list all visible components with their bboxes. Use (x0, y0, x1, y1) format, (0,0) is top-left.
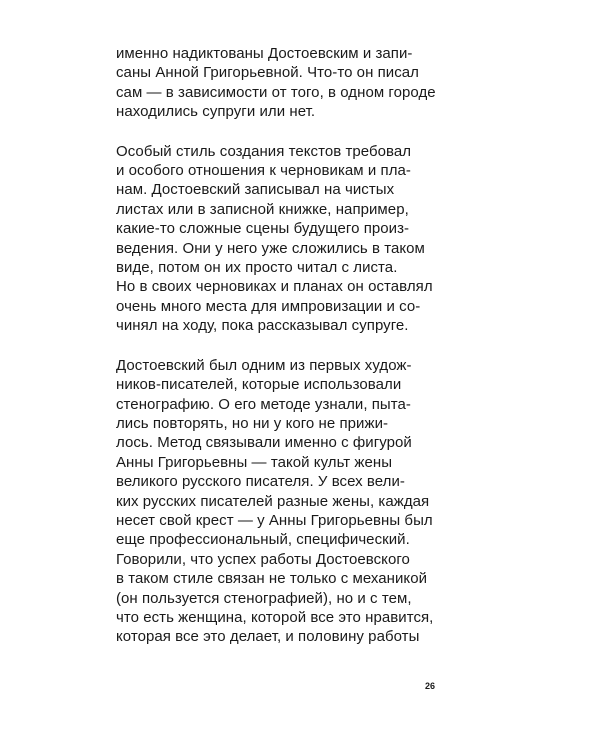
body-text (116, 44, 456, 647)
text-line: нам. Достоевский записывал на чистых (116, 181, 395, 199)
text-line: ких русских писателей разные жены, каждая (116, 492, 430, 510)
paragraph-1 (116, 44, 456, 122)
text-line: чинял на ходу, пока рассказывал супруге. (116, 317, 409, 335)
text-line: и особого отношения к черновикам и пла- (116, 162, 411, 180)
text-line: виде, потом он их просто читал с листа. (116, 259, 398, 277)
text-line: несет свой крест — у Анны Григорьевны был (116, 511, 433, 529)
text-line: очень много места для импровизации и со- (116, 297, 421, 315)
text-line: (он пользуется стенографией), но и с тем, (116, 589, 412, 607)
text-line: какие-то сложные сцены будущего произ- (116, 220, 410, 238)
text-line: Анны Григорьевны — такой культ жены (116, 453, 393, 471)
paragraph-2 (116, 142, 456, 336)
text-line: стенографию. О его методе узнали, пыта- (116, 395, 411, 413)
text-line: листах или в записной книжке, например, (116, 200, 409, 218)
text-line: в таком стиле связан не только с механикой (116, 570, 428, 588)
text-line: находились супруги или нет. (116, 103, 316, 121)
text-line: еще профессиональный, специфический. (116, 531, 410, 549)
text-line: ников-писателей, которые использовали (116, 376, 402, 394)
page-number: 26 (424, 681, 435, 691)
paragraph-3 (116, 356, 456, 647)
text-line: Особый стиль создания текстов требовал (116, 142, 412, 160)
text-line: лось. Метод связывали именно с фигурой (116, 434, 412, 452)
text-line: Достоевский был одним из первых худож- (116, 356, 412, 374)
text-line: сам — в зависимости от того, в одном городе (116, 83, 436, 101)
text-line: что есть женщина, которой все это нравится, (116, 608, 434, 626)
text-line: именно надиктованы Достоевским и запи- (116, 45, 413, 62)
text-line: Говорили, что успех работы Достоевского (116, 550, 410, 568)
text-line: ведения. Они у него уже сложились в таком (116, 239, 425, 257)
text-line: лись повторять, но ни у кого не прижи- (116, 414, 389, 432)
text-line: великого русского писателя. У всех вели- (116, 473, 405, 491)
text-line: Но в своих черновиках и планах он оставлял (116, 278, 433, 296)
text-line: саны Анной Григорьевной. Что-то он писал (116, 64, 419, 82)
text-line: которая все это делает, и половину работы (116, 628, 420, 646)
